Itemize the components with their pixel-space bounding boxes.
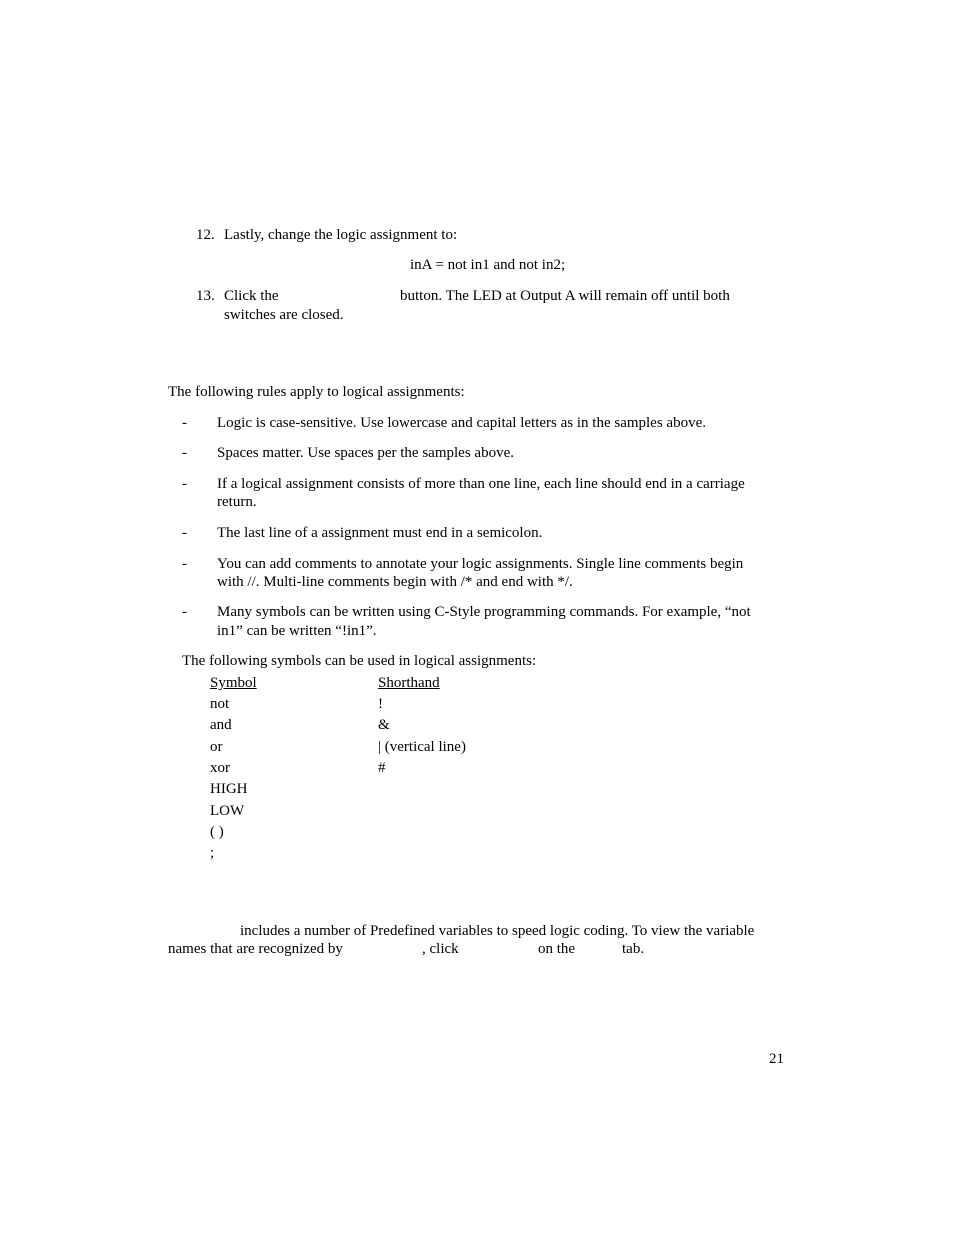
step-13-number: 13. <box>196 288 215 304</box>
rule-bullet: - <box>182 604 187 620</box>
rule-text: Logic is case-sensitive. Use lowercase and capital letters as in the samples above. <box>217 415 706 431</box>
step-13-text-start: Click the <box>224 288 279 304</box>
rule-text: Many symbols can be written using C-Style programming commands. For example, “not <box>217 604 751 620</box>
shorthand-header: Shorthand <box>378 675 440 691</box>
symbol-cell: HIGH <box>210 781 248 797</box>
step-12-number: 12. <box>196 227 215 243</box>
rules-intro: The following rules apply to logical assignments: <box>168 384 465 400</box>
symbol-cell: ; <box>210 845 215 861</box>
page-number: 21 <box>769 1051 784 1067</box>
symbol-cell: ( ) <box>210 824 224 840</box>
predefined-text-line1: includes a number of Predefined variables to speed logic coding. To view the variable <box>240 923 755 939</box>
rule-text: If a logical assignment consists of more than one line, each line should end in a carriage <box>217 476 745 492</box>
rule-text-continued: return. <box>217 494 257 510</box>
shorthand-cell: | (vertical line) <box>378 739 466 755</box>
step-12-text: Lastly, change the logic assignment to: <box>224 227 458 243</box>
symbol-header: Symbol <box>210 675 257 691</box>
predefined-text-line2-c: on the <box>538 941 576 957</box>
rule-text-continued: in1” can be written “!in1”. <box>217 623 377 639</box>
symbol-cell: and <box>210 717 232 733</box>
symbol-cell: LOW <box>210 803 245 819</box>
predefined-text-line2-a: names that are recognized by <box>168 941 343 957</box>
predefined-text-line2-d: tab. <box>622 941 645 957</box>
rule-bullet: - <box>182 476 187 492</box>
rule-bullet: - <box>182 556 187 572</box>
symbol-cell: or <box>210 739 223 755</box>
step-13-text-end: button. The LED at Output A will remain off until both <box>400 288 730 304</box>
shorthand-cell: & <box>378 717 390 733</box>
rule-text: The last line of a assignment must end in a semicolon. <box>217 525 543 541</box>
shorthand-cell: ! <box>378 696 383 712</box>
logic-assignment-code: inA = not in1 and not in2; <box>410 257 566 273</box>
rule-text: Spaces matter. Use spaces per the samples above. <box>217 445 514 461</box>
shorthand-cell: # <box>378 760 386 776</box>
rule-text: You can add comments to annotate your logic assignments. Single line comments begin <box>217 556 744 572</box>
rule-bullet: - <box>182 415 187 431</box>
rule-text-continued: with //. Multi-line comments begin with /* and end with */. <box>217 574 573 590</box>
step-13-text-line2: switches are closed. <box>224 307 344 323</box>
symbol-cell: not <box>210 696 230 712</box>
rule-bullet: - <box>182 445 187 461</box>
predefined-text-line2-b: , click <box>422 941 459 957</box>
symbol-cell: xor <box>210 760 230 776</box>
rule-bullet: - <box>182 525 187 541</box>
symbols-intro: The following symbols can be used in logical assignments: <box>182 653 537 669</box>
